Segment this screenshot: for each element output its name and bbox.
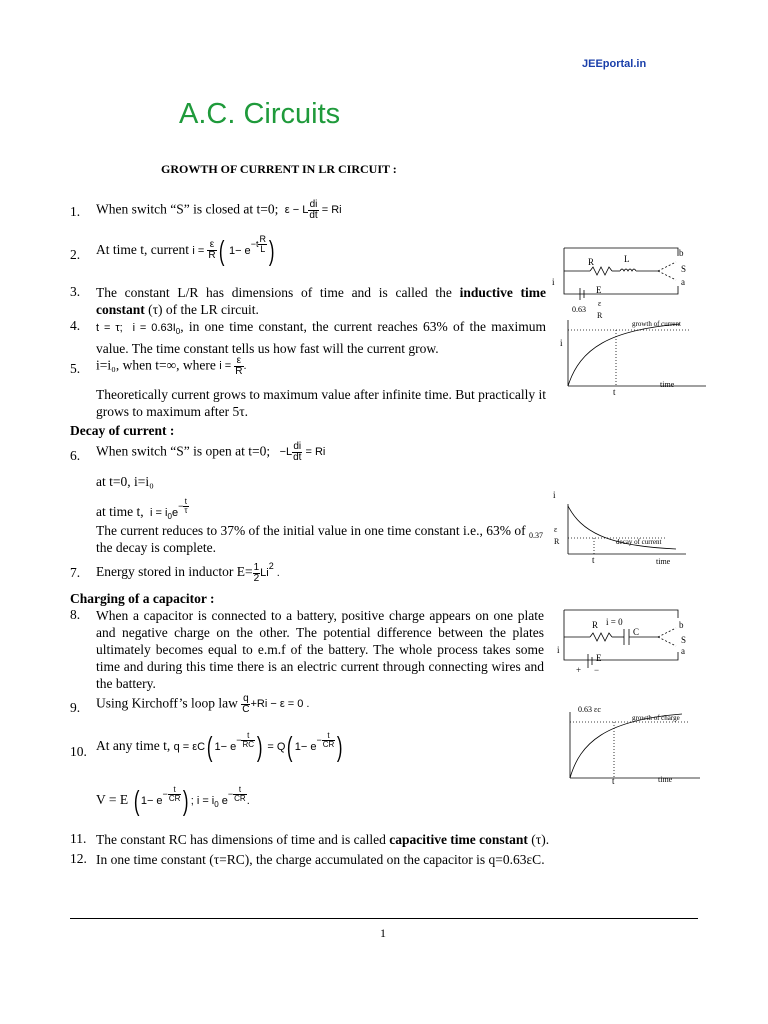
item-11 — [96, 831, 696, 848]
formula: i = $\frac{\varepsilon}{R}$ ( $1- e^{-t \frac{R}{L}}$ ) — [192, 234, 275, 266]
label: E — [596, 285, 602, 295]
label: 0.63 — [572, 305, 586, 314]
charging-heading: Charging of a capacitor : — [70, 591, 215, 606]
item-10-voltage-text: V = E — [96, 792, 129, 807]
item-9-text: Using Kirchoff’s loop law — [96, 695, 238, 711]
label: t — [592, 555, 595, 565]
item-11-bold: capacitive time constant — [389, 832, 528, 847]
item-6-initial: at t=0, i=i₀ — [96, 474, 154, 489]
label: R — [597, 311, 603, 320]
page-title: A.C. Circuits — [179, 98, 341, 130]
label: a — [681, 277, 685, 287]
label: E — [596, 653, 602, 663]
item-11-tail: (τ). — [527, 832, 550, 847]
label: S — [681, 635, 687, 645]
item-1 — [96, 200, 546, 221]
label: R — [554, 537, 560, 546]
section-heading: GROWTH OF CURRENT IN LR CIRCUIT : — [161, 162, 397, 176]
label: time — [658, 775, 673, 784]
item-number: 3. — [70, 284, 81, 299]
item-10 — [96, 732, 556, 761]
lr-circuit-figure — [550, 238, 710, 400]
formula: t = τ; $i = 0.63I_0$ — [96, 322, 181, 337]
item-2-text: At time t, current — [96, 241, 189, 257]
label: time — [660, 380, 675, 389]
formula: ( $1- e^{- \frac{t}{CR}}$ ) ; $i = i_0$ $e^{- \frac{t}{CR}}$ . — [133, 785, 250, 817]
item-5-text: i=i₀, when t=∞, where — [96, 357, 216, 373]
item-8: When a capacitor is connected to a battery, positive charge appears on one plate and negative charge on the other. The potential difference between the plates ultimately becomes equal to e.m.f of the battery. The whole process takes some time and during this time there is an electric current through connecting wires and the battery. — [96, 608, 544, 691]
item-number: 7. — [70, 565, 81, 580]
label: i — [553, 490, 556, 500]
item-10-text: At any time t, — [96, 738, 171, 753]
label: R — [588, 257, 595, 267]
item-number: 12. — [70, 851, 87, 866]
label: R — [592, 620, 599, 630]
item-number: 2. — [70, 247, 81, 262]
label: C — [633, 627, 640, 637]
page-number: 1 — [380, 926, 386, 940]
item-4 — [96, 318, 546, 357]
item-6 — [96, 442, 546, 463]
label: b — [679, 620, 684, 630]
item-6-note: The current reduces to 37% of the initial value in one time constant i.e., 63% of the decay is complete. — [96, 523, 526, 555]
label: i — [557, 645, 560, 655]
formula: −L $\frac{di}{dt}$ = Ri — [273, 441, 326, 463]
item-6-time-text: at time t, — [96, 504, 144, 519]
item-number: 4. — [70, 318, 81, 333]
item-number: 1. — [70, 204, 81, 219]
item-number: 5. — [70, 361, 81, 376]
item-2 — [96, 235, 546, 265]
item-10-voltage — [96, 786, 556, 815]
label: time — [656, 557, 671, 566]
item-7 — [96, 558, 546, 584]
label: i — [552, 277, 555, 287]
item-3-tail: (τ) of the LR circuit. — [144, 302, 259, 317]
label: i — [560, 338, 563, 348]
item-number: 6. — [70, 448, 81, 463]
formula: $\frac{q}{C}$ +Ri − ε = 0 . — [242, 693, 310, 715]
item-number: 10. — [70, 744, 87, 759]
label: t — [612, 776, 615, 786]
label: i = 0 — [606, 617, 623, 627]
item-9 — [96, 694, 546, 715]
label: S — [681, 264, 687, 274]
item-6-text: When switch “S” is open at t=0; — [96, 443, 271, 459]
label: + — [576, 665, 582, 675]
label: 0.37 — [529, 531, 543, 540]
item-number: 11. — [70, 831, 87, 846]
item-11-text: The constant RC has dimensions of time and is called — [96, 832, 390, 847]
label: growth of charge — [632, 714, 680, 722]
item-4-text: , in one time constant, the current reaches 63% of the maximum value. The time constant tells us how fast will the current grow. — [96, 319, 546, 357]
label: ε — [598, 299, 602, 308]
item-7-text: Energy stored in inductor E= — [96, 564, 253, 579]
item-3-text: The constant L/R has dimensions of time and is called the — [96, 285, 460, 300]
decay-graph — [526, 486, 696, 570]
label: 0.63 εc — [578, 705, 601, 714]
label: − — [594, 665, 600, 675]
rc-circuit-figure — [550, 604, 710, 694]
item-number: 9. — [70, 700, 81, 715]
item-number: 8. — [70, 607, 81, 622]
label: ε — [554, 525, 558, 534]
item-5-note: Theoretically current grows to maximum value after infinite time. But practically it grows to maximum after 5τ. — [96, 387, 546, 419]
footer-divider — [70, 918, 698, 919]
item-5 — [96, 356, 546, 377]
item-3-bold: inductive time constant — [96, 285, 546, 317]
label: decay of current — [616, 538, 662, 546]
item-1-text: When switch “S” is closed at t=0; — [96, 201, 279, 217]
label: t — [613, 387, 616, 397]
formula: $\frac{1}{2}$ Li$^2$ . — [253, 561, 280, 584]
label: b — [679, 248, 684, 258]
site-name: JEEportal.in — [582, 58, 647, 70]
formula: $i = i_0e^{- \frac{t}{\tau}}$ — [147, 497, 188, 522]
label: L — [624, 254, 630, 264]
item-3 — [96, 284, 546, 318]
item-12: In one time constant (τ=RC), the charge accumulated on the capacitor is q=0.63εC. — [96, 852, 545, 867]
formula: q = εC( $1- e^{- \frac{t}{RC}}$ ) = Q( $1- e^{- \frac{t}{CR}}$ ) — [173, 731, 343, 763]
label: a — [681, 646, 685, 656]
charge-graph — [560, 698, 710, 790]
decay-heading: Decay of current : — [70, 423, 175, 438]
formula: ε − L $\frac{di}{dt}$ = Ri — [281, 199, 342, 221]
label: growth of current — [632, 320, 681, 328]
formula: i = $\frac{\varepsilon}{R}$ . — [219, 355, 247, 377]
